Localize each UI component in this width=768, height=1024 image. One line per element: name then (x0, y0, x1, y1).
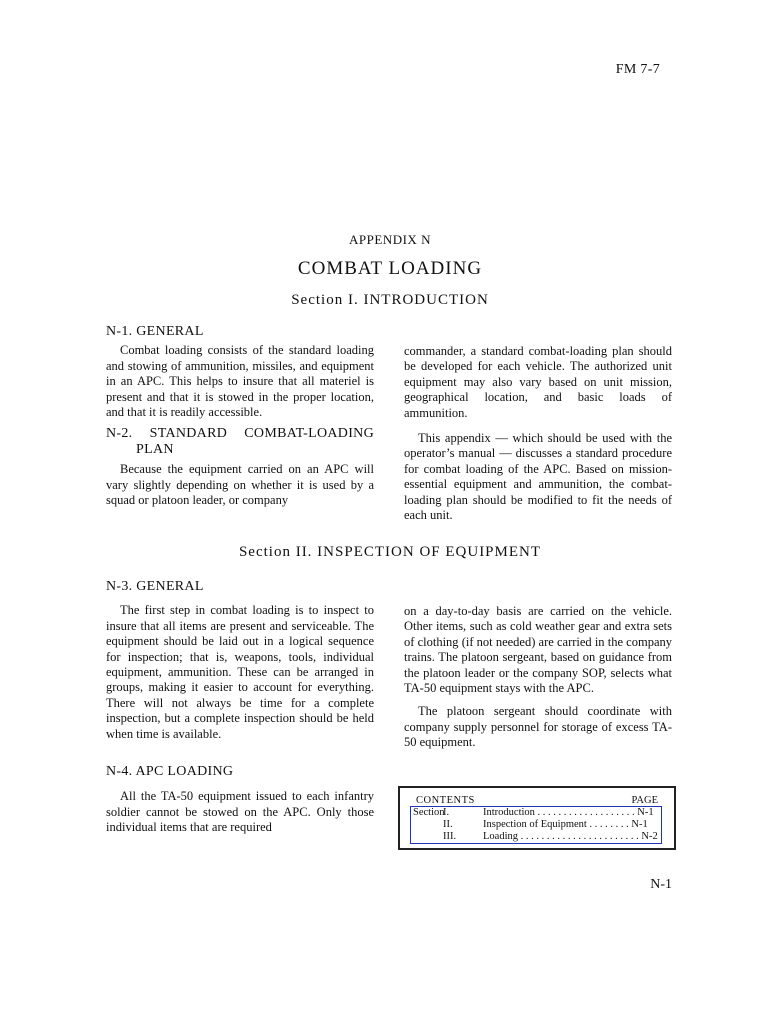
page-title: COMBAT LOADING (297, 258, 483, 279)
section-2-left-column (106, 579, 374, 842)
section-2-right-paragraph-1: on a day-to-day basis are carried on the vehicle. Other items, such as cold weather gear and extra sets of clothing (if not needed) are carried in the company trains. The platoon sergeant, based on guidance from the platoon leader or the company SOP, selects what TA-50 equipment stays with the APC. (404, 604, 672, 696)
toc-title: Introduction . . . . . . . . . . . . . . . . . . . N-1 (483, 807, 654, 818)
toc-row-loading[interactable] (411, 831, 661, 843)
section-2-heading: Section II. INSPECTION OF EQUIPMENT (238, 544, 542, 560)
page-number: N-1 (650, 877, 672, 892)
toc-number: I. (443, 807, 450, 818)
section-1-right-column (404, 344, 672, 529)
n2-heading: N-2. STANDARD COMBAT-LOADING PLAN (106, 426, 374, 458)
section-1-heading: Section I. INTRODUCTION (291, 292, 489, 308)
n3-heading: N-3. GENERAL (106, 579, 204, 594)
toc-number: III. (443, 831, 457, 842)
section-2-right-paragraph-2: The platoon sergeant should coordinate with company supply personnel for storage of excess TA-50 equipment. (404, 704, 672, 750)
n1-heading: N-1. GENERAL (106, 324, 204, 339)
toc-section-label: Section (413, 807, 445, 818)
n4-paragraph: All the TA-50 equipment issued to each infantry soldier cannot be stowed on the APC. Only those individual items that are required (106, 789, 374, 835)
toc-row-introduction[interactable] (411, 807, 661, 819)
contents-box (398, 786, 676, 850)
contents-page-label: PAGE (631, 795, 658, 806)
toc-title: Loading . . . . . . . . . . . . . . . . . . . . . . . N-2 (483, 831, 658, 842)
toc-row-inspection[interactable] (411, 819, 661, 831)
n4-heading: N-4. APC LOADING (106, 764, 234, 780)
document-id: FM 7-7 (615, 62, 660, 77)
toc-title: Inspection of Equipment . . . . . . . . N-1 (483, 819, 648, 830)
n3-paragraph: The first step in combat loading is to inspect to insure that all items are present and serviceable. The equipment should be laid out in a logical sequence for inspection; that is, weapons, tools, individual equipment, ammunition. These can be arranged in groups, making it easier to account for everything. There will not always be time for a complete inspection, but a complete inspection should be held when time is available. (106, 603, 374, 741)
section-1-left-column (106, 324, 374, 515)
section-1-right-paragraph-2: This appendix — which should be used with the operator’s manual — discusses a standard procedure for combat loading of the APC. Based on mission-essential equipment and ammunition, the combat-loading plan should be modified to fit the needs of each unit. (404, 431, 672, 523)
contents-header: CONTENTS (416, 795, 475, 806)
toc-list (410, 806, 662, 844)
section-2-right-column (404, 604, 672, 757)
n1-paragraph: Combat loading consists of the standard loading and stowing of ammunition, missiles, and equipment in an APC. This helps to insure that all materiel is present and that it is stowed in the proper location, and that it is readily accessible. (106, 343, 374, 420)
n2-paragraph: Because the equipment carried on an APC will vary slightly depending on whether it is used by a squad or platoon leader, or company (106, 462, 374, 508)
toc-number: II. (443, 819, 453, 830)
appendix-label: APPENDIX N (349, 232, 431, 247)
section-1-right-paragraph-1: commander, a standard combat-loading plan should be developed for each vehicle. The authorized unit equipment may also vary based on unit mission, geographical location, and basic loads of ammunition. (404, 344, 672, 420)
